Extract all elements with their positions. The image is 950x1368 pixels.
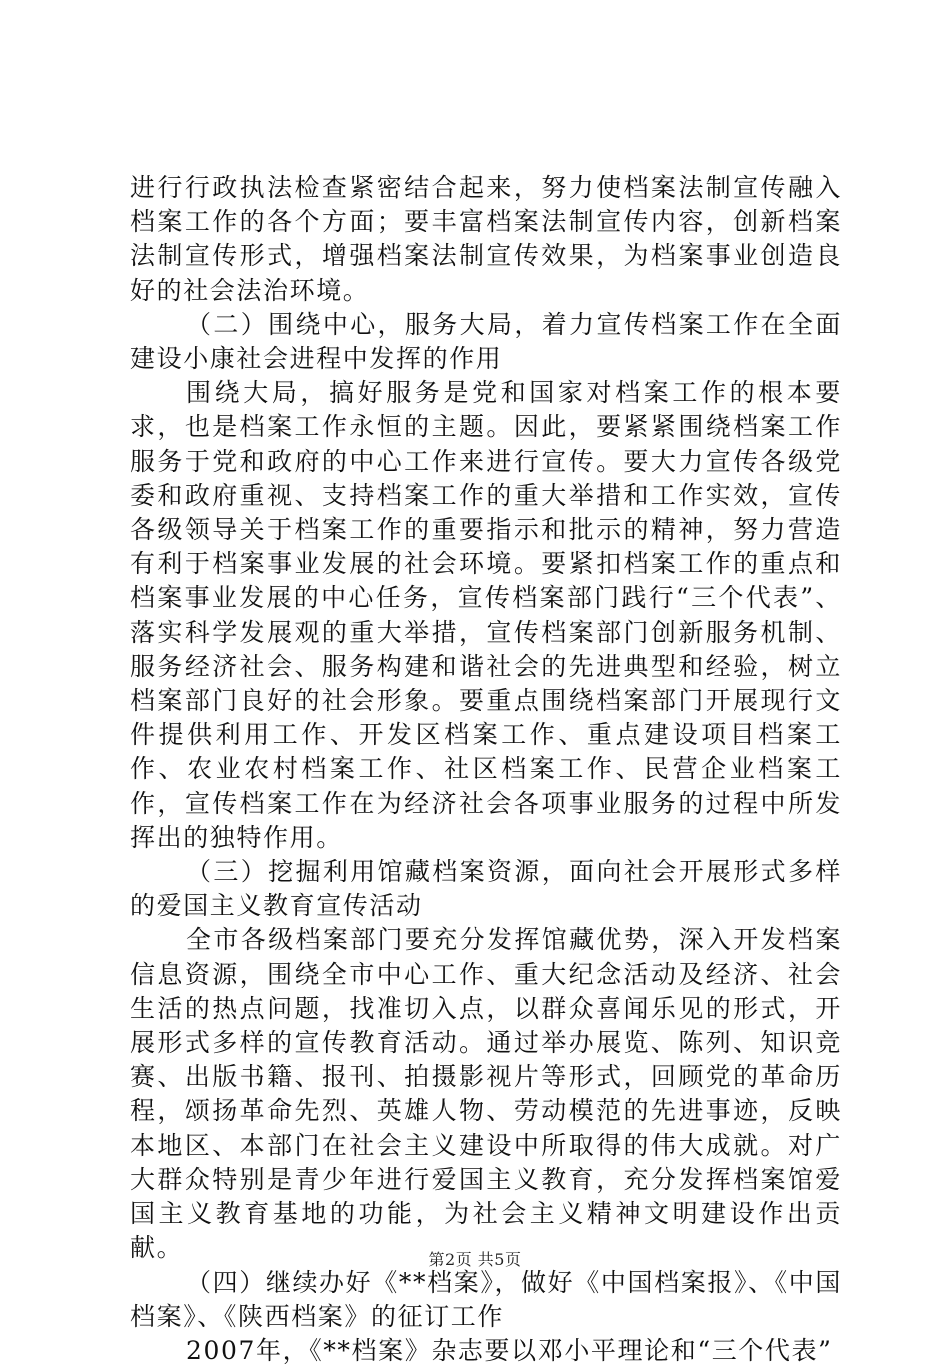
- page-number-label: 第2页 共5页: [428, 1250, 522, 1269]
- section-heading-4: （四）继续办好《**档案》，做好《中国档案报》、《中国档案》、《陕西档案》的征订工作: [130, 1267, 842, 1331]
- document-body: [130, 171, 842, 1368]
- paragraph-body: 围绕大局，搞好服务是党和国家对档案工作的根本要求，也是档案工作永恒的主题。因此，要紧紧围绕档案工作服务于党和政府的中心工作来进行宣传。要大力宣传各级党委和政府重视、支持档案工作的重大举措和工作实效，宣传各级领导关于档案工作的重要指示和批示的精神，努力营造有利于档案事业发展的社会环境。要紧扣档案工作的重点和档案事业发展的中心任务，宣传档案部门践行“三个代表”、落实科学发展观的重大举措，宣传档案部门创新服务机制、服务经济社会、服务构建和谐社会的先进典型和经验，树立档案部门良好的社会形象。要重点围绕档案部门开展现行文件提供利用工作、开发区档案工作、重点建设项目档案工作、农业农村档案工作、社区档案工作、民营企业档案工作，宣传档案工作在为经济社会各项事业服务的过程中所发挥出的独特作用。: [130, 378, 842, 852]
- section-heading-3: （三）挖掘利用馆藏档案资源，面向社会开展形式多样的爱国主义教育宣传活动: [130, 857, 842, 921]
- section-heading-2: （二）围绕中心，服务大局，着力宣传档案工作在全面建设小康社会进程中发挥的作用: [130, 309, 842, 374]
- paragraph-continuation: 进行行政执法检查紧密结合起来，努力使档案法制宣传融入档案工作的各个方面；要丰富档案法制宣传内容，创新档案法制宣传形式，增强档案法制宣传效果，为档案事业创造良好的社会法治环境。: [130, 173, 842, 305]
- page-footer: [0, 1247, 950, 1270]
- paragraph-body: 全市各级档案部门要充分发挥馆藏优势，深入开发档案信息资源，围绕全市中心工作、重大纪念活动及经济、社会生活的热点问题，找准切入点，以群众喜闻乐见的形式，开展形式多样的宣传教育活动。通过举办展览、陈列、知识竞赛、出版书籍、报刊、拍摄影视片等形式，回顾党的革命历程，颂扬革命先烈、英雄人物、劳动模范的先进事迹，反映本地区、本部门在社会主义建设中所取得的伟大成就。对广大群众特别是青少年进行爱国主义教育，充分发挥档案馆爱国主义教育基地的功能，为社会主义精神文明建设作出贡献。: [130, 925, 842, 1263]
- paragraph-body: 2007年，《**档案》杂志要以邓小平理论和“三个代表”: [186, 1335, 833, 1365]
